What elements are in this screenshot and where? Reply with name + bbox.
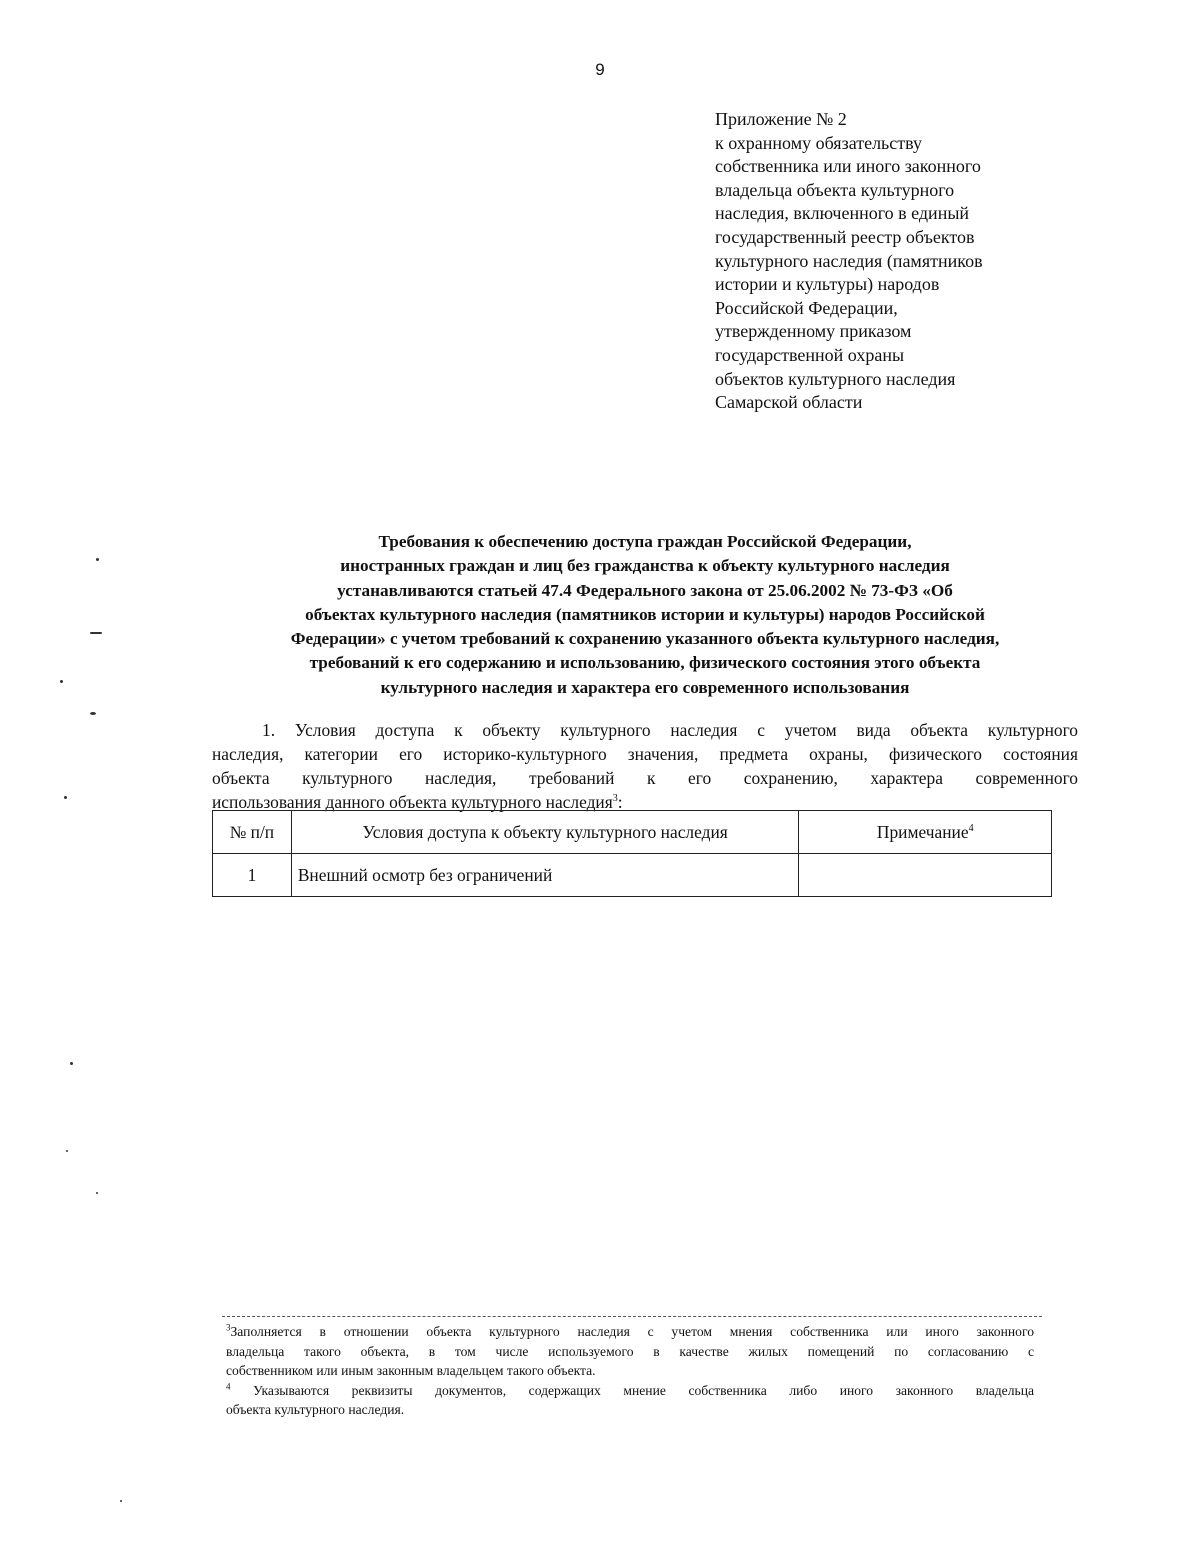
appendix-line: Самарской области <box>715 392 863 413</box>
appendix-line: к охранному обязательству <box>715 132 923 153</box>
header-conditions: Условия доступа к объекту культурного наследия <box>291 811 799 854</box>
footnote-line: объекта культурного наследия. <box>226 1402 405 1417</box>
appendix-line: собственника или иного законного <box>715 156 981 177</box>
heading-line: Требования к обеспечению доступа граждан Российской Федерации, <box>378 532 912 551</box>
footnote-line: Заполняется в отношении объекта культурного наследия с учетом мнения собственника или иного законного <box>230 1324 1034 1339</box>
footnote-line: Указываются реквизиты документов, содержащих мнение собственника либо иного законного владельца <box>253 1382 1035 1398</box>
table-header-row <box>213 811 1052 854</box>
appendix-line: государственной охраны <box>715 344 905 365</box>
footnote-first-line <box>226 1322 1034 1342</box>
scan-speck <box>90 632 102 634</box>
heading-line: иностранных граждан и лиц без гражданства к объекту культурного наследия <box>340 556 950 576</box>
header-note <box>799 811 1052 854</box>
scan-speck <box>70 1062 73 1065</box>
document-heading <box>150 530 1140 700</box>
footnote-line: собственником или иным законным владельцем такого объекта. <box>226 1363 596 1378</box>
page-number: 9 <box>595 60 605 79</box>
paragraph-line: наследия, категории его историко-культурного значения, предмета охраны, физического состояния <box>212 744 1078 764</box>
footnote-line: владельца такого объекта, в том числе используемого в качестве жилых помещений по согласованию с <box>226 1343 1034 1359</box>
heading-line: Федерации» с учетом требований к сохранению указанного объекта культурного наследия, <box>290 629 1000 649</box>
paragraph-line: объекта культурного наследия, требований к его сохранению, характера современного <box>212 768 1078 788</box>
scan-speck <box>66 1150 68 1152</box>
conditions-table <box>212 810 1052 897</box>
footnote-4 <box>226 1381 1034 1420</box>
scan-speck <box>96 558 99 561</box>
appendix-line: культурного наследия (памятников <box>715 250 983 271</box>
table-row <box>213 854 1052 897</box>
conditions-paragraph <box>212 718 1078 814</box>
row-number: 1 <box>213 854 292 897</box>
paragraph-line: 1. Условия доступа к объекту культурного наследия с учетом вида объекта культурного <box>262 720 1078 740</box>
footnote-mark: 3 <box>226 1322 231 1333</box>
row-note <box>799 854 1052 897</box>
appendix-line: объектов культурного наследия <box>715 368 956 389</box>
scan-speck <box>96 1192 98 1194</box>
scan-speck <box>90 712 96 715</box>
heading-line: культурного наследия и характера его современного использования <box>380 677 910 697</box>
appendix-line: утвержденному приказом <box>715 321 912 342</box>
footnote-mark: 4 <box>226 1380 231 1391</box>
row-conditions: Внешний осмотр без ограничений <box>291 854 799 897</box>
appendix-block <box>715 108 1075 415</box>
footnotes <box>226 1322 1034 1420</box>
footnote-separator <box>222 1316 1042 1317</box>
header-number: № п/п <box>213 811 292 854</box>
footnote-ref-4: 4 <box>968 822 974 834</box>
appendix-line: Российской Федерации, <box>715 297 898 318</box>
heading-line: устанавливаются статьей 47.4 Федерального закона от 25.06.2002 № 73-ФЗ «Об <box>337 580 953 600</box>
heading-line: объектах культурного наследия (памятников истории и культуры) народов Российской <box>305 604 985 624</box>
appendix-line: государственный реестр объектов <box>715 226 975 247</box>
footnote-3 <box>226 1322 1034 1381</box>
paragraph-line: использования данного объекта культурного наследия <box>212 792 613 812</box>
appendix-line: истории и культуры) народов <box>715 274 940 295</box>
footnote-ref-3: 3 <box>612 793 618 805</box>
scan-speck <box>64 796 67 799</box>
appendix-line: наследия, включенного в единый <box>715 203 970 224</box>
paragraph-end-punct: : <box>617 792 623 812</box>
heading-line: требований к его содержанию и использованию, физического состояния этого объекта <box>309 653 981 673</box>
header-note-label: Примечание <box>876 821 969 842</box>
appendix-line: Приложение № 2 <box>715 109 847 129</box>
footnote-first-line <box>226 1381 1034 1401</box>
appendix-line: владельца объекта культурного <box>715 179 955 200</box>
scan-speck <box>120 1500 122 1502</box>
scan-speck <box>60 680 63 683</box>
